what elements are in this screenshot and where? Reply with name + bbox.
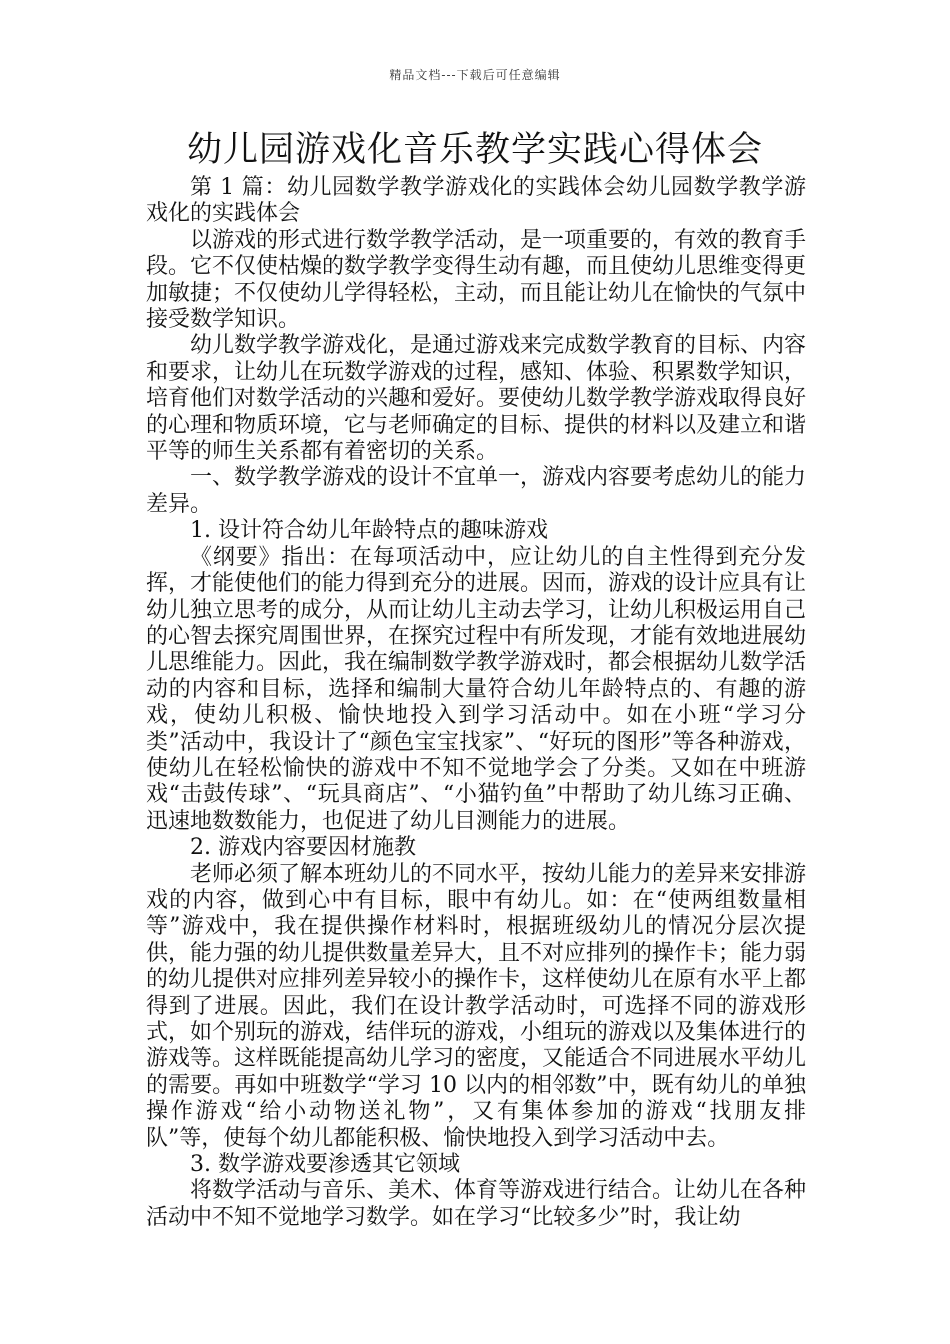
document-title: 幼儿园游戏化音乐教学实践心得体会 xyxy=(186,130,763,170)
paragraph: 将数学活动与音乐、美术、体育等游戏进行结合。让幼儿在各种活动中不知不觉地学习数学。如在学习“比较多少”时，我让幼 xyxy=(146,1178,807,1230)
paragraph: 《纲要》指出：在每项活动中，应让幼儿的自主性得到充分发挥，才能使他们的能力得到充分的进展。因而，游戏的设计应具有让幼儿独立思考的成分，从而让幼儿主动去学习，让幼儿积极运用自己的心智去探究周围世界，在探究过程中有所发现，才能有效地进展幼儿思维能力。因此，我在编制数学教学游戏时，都会根据幼儿数学活动的内容和目标，选择和编制大量符合幼儿年龄特点的、有趣的游戏，使幼儿积极、愉快地投入到学习活动中。如在小班“学习分类”活动中，我设计了“颜色宝宝找家”、“好玩的图形”等各种游戏，使幼儿在轻松愉快的游戏中不知不觉地学会了分类。又如在中班游戏“击鼓传球”、“玩具商店”、“小猫钓鱼”中帮助了幼儿练习正确、迅速地数数能力，也促进了幼儿目测能力的进展。 xyxy=(146,544,807,834)
paragraph: 幼儿数学教学游戏化，是通过游戏来完成数学教育的目标、内容和要求，让幼儿在玩数学游戏的过程，感知、体验、积累数学知识，培育他们对数学活动的兴趣和爱好。要使幼儿数学教学游戏取得良好的心理和物质环境，它与老师确定的目标、提供的材料以及建立和谐平等的师生关系都有着密切的关系。 xyxy=(146,333,807,465)
subsection-heading: 3. 数学游戏要渗透其它领域 xyxy=(190,1152,460,1178)
subsection-heading: 2. 游戏内容要因材施教 xyxy=(190,835,416,861)
header-note: 精品文档---下载后可任意编辑 xyxy=(389,68,561,82)
subsection-heading: 1. 设计符合幼儿年龄特点的趣味游戏 xyxy=(190,518,548,544)
paragraph: 老师必须了解本班幼儿的不同水平，按幼儿能力的差异来安排游戏的内容，做到心中有目标，眼中有幼儿。如：在“使两组数量相等”游戏中，我在提供操作材料时，根据班级幼儿的情况分层次提供，能力强的幼儿提供数量差异大，且不对应排列的操作卡；能力弱的幼儿提供对应排列差异较小的操作卡，这样使幼儿在原有水平上都得到了进展。因此，我们在设计教学活动时，可选择不同的游戏形式，如个别玩的游戏，结伴玩的游戏，小组玩的游戏以及集体进行的游戏等。这样既能提高幼儿学习的密度，又能适合不同进展水平幼儿的需要。再如中班数学“学习 10 以内的相邻数”中，既有幼儿的单独操作游戏“给小动物送礼物”，又有集体参加的游戏“找朋友排队”等，使每个幼儿都能积极、愉快地投入到学习活动中去。 xyxy=(146,861,807,1151)
paragraph: 以游戏的形式进行数学教学活动，是一项重要的，有效的教育手段。它不仅使枯燥的数学教学变得生动有趣，而且使幼儿思维变得更加敏捷；不仅使幼儿学得轻松，主动，而且能让幼儿在愉快的气氛中接受数学知识。 xyxy=(146,227,807,333)
document-body xyxy=(146,175,806,1231)
section-heading: 一、数学教学游戏的设计不宜单一，游戏内容要考虑幼儿的能力差异。 xyxy=(146,465,807,517)
paragraph: 第 1 篇：幼儿园数学教学游戏化的实践体会幼儿园数学教学游戏化的实践体会 xyxy=(146,175,806,227)
